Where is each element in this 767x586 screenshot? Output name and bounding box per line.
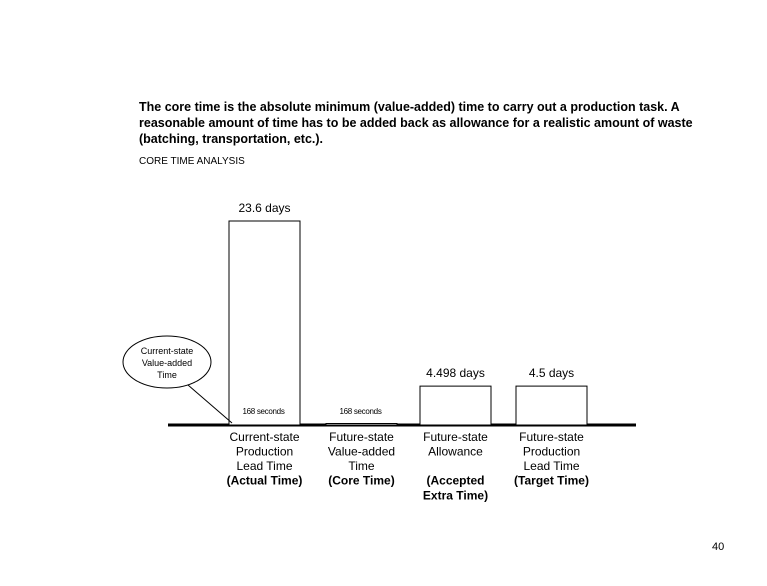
- inner-label-1: 168 seconds: [242, 407, 285, 416]
- category-label-1-line-1: Current-state: [229, 430, 300, 444]
- callout-text-line-1: Current-state: [140, 346, 194, 356]
- bar-3: [420, 386, 491, 425]
- intro-paragraph: The core time is the absolute minimum (value-added) time to carry out a production task. A reasonable amount of time has to be added back as allowance for a realistic amount of waste (batching, transportation, etc.).: [139, 100, 693, 146]
- category-emphasis-1-line-1: (Actual Time): [226, 473, 303, 488]
- category-emphasis-2-line-1: (Core Time): [328, 473, 395, 488]
- category-label-3-line-1: Future-state: [423, 430, 488, 444]
- category-label-4-line-2: Production: [522, 444, 581, 459]
- category-emphasis-3-line-1: (Accepted: [426, 473, 485, 488]
- category-label-3-line-2: Allowance: [428, 444, 483, 459]
- value-label-1: 23.6 days: [238, 201, 291, 215]
- callout-pointer: [188, 385, 232, 423]
- section-title: CORE TIME ANALYSIS: [139, 156, 245, 167]
- page-number: 40: [712, 541, 725, 553]
- category-label-2-line-3: Time: [348, 459, 375, 473]
- category-label-1-line-3: Lead Time: [236, 459, 293, 473]
- inner-label-2: 168 seconds: [339, 407, 382, 416]
- callout-text-line-2: Value-added: [141, 358, 193, 368]
- callout-text-line-3: Time: [157, 370, 177, 380]
- category-emphasis-4-line-1: (Target Time): [514, 473, 589, 488]
- category-label-2-line-2: Value-added: [327, 444, 396, 459]
- category-emphasis-3-line-2: Extra Time): [422, 488, 489, 503]
- category-label-4-line-3: Lead Time: [523, 459, 580, 473]
- category-label-4-line-1: Future-state: [519, 430, 584, 444]
- bar-4: [516, 386, 587, 425]
- value-label-4: 4.5 days: [528, 366, 575, 381]
- bar-2: [326, 424, 397, 426]
- category-label-1-line-2: Production: [235, 444, 294, 459]
- value-label-3: 4.498 days: [426, 366, 485, 381]
- bar-1: [229, 221, 300, 425]
- category-label-2-line-1: Future-state: [329, 430, 394, 444]
